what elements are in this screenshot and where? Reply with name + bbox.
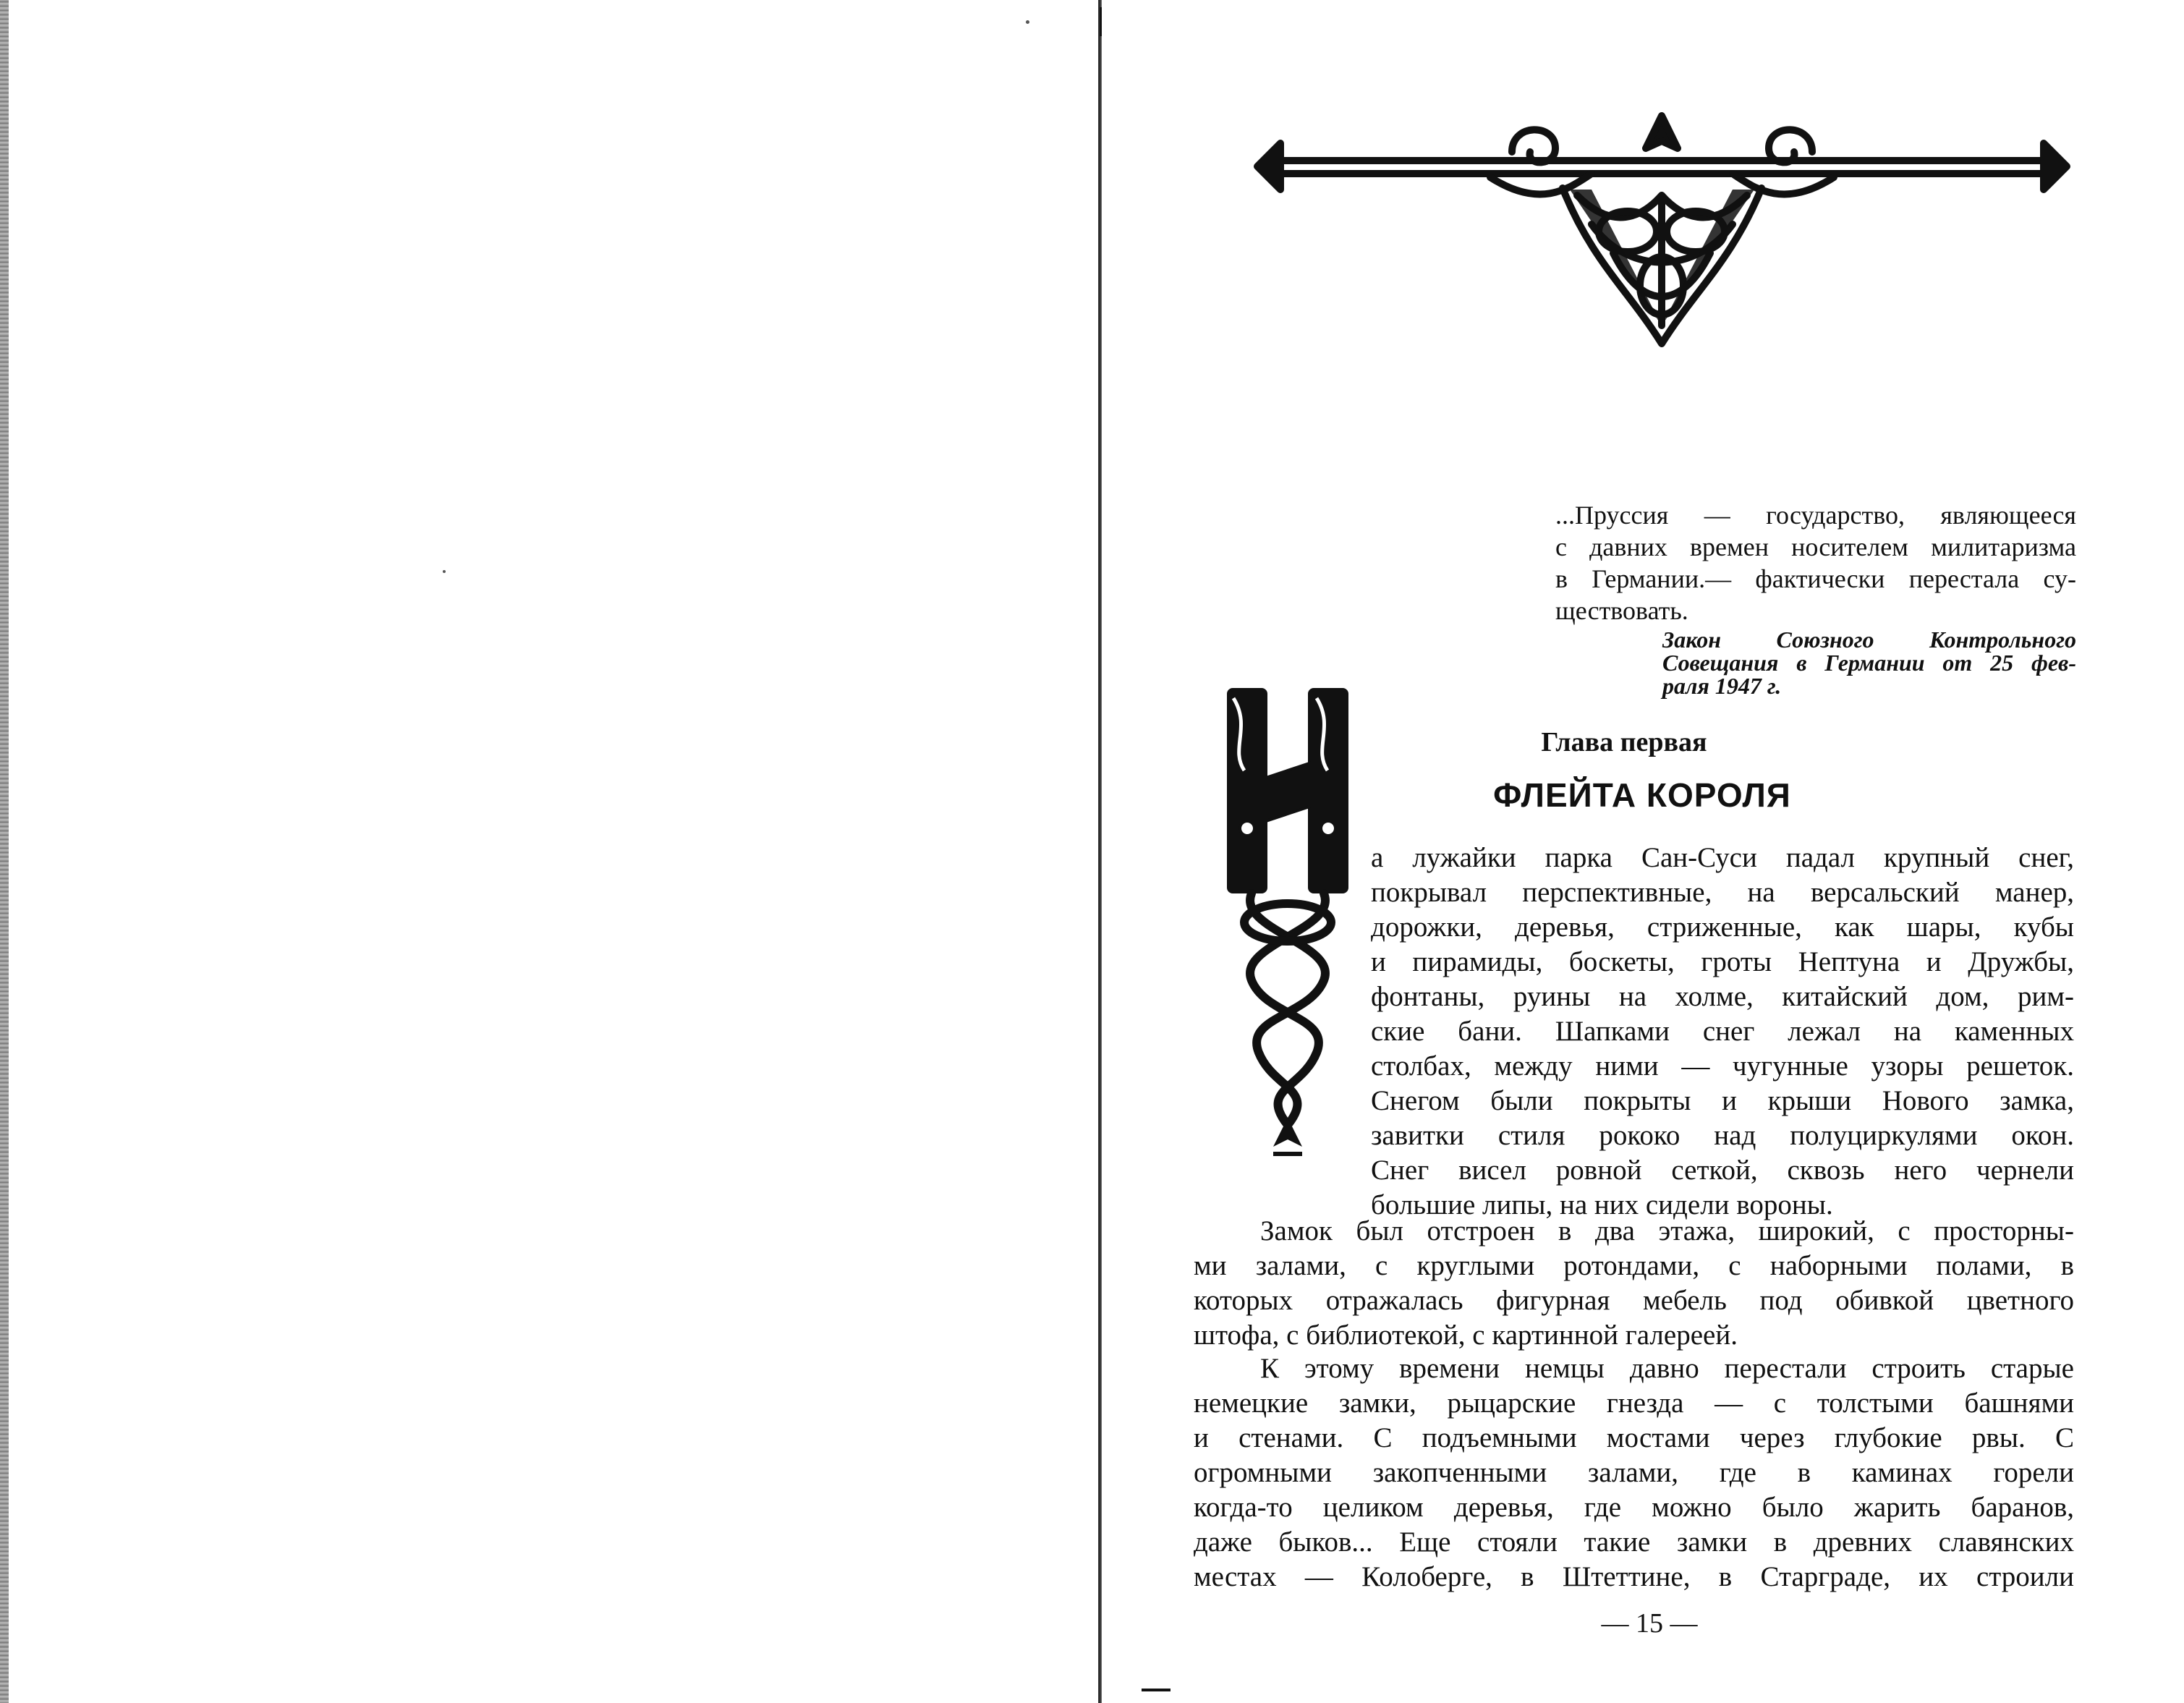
chapter-title: ФЛЕЙТА КОРОЛЯ [1493, 776, 1791, 814]
text-line: которых отражалась фигурная мебель под обивкой цветного [1194, 1285, 2074, 1316]
text-line: ми залами, с круглыми ротондами, с наборными полами, в [1194, 1250, 2074, 1281]
epigraph-line: ществовать. [1555, 596, 1688, 625]
text-line: местах — Колоберге, в Штеттине, в Старграде, их строили [1194, 1561, 2074, 1592]
text-line: даже быков... Еще стояли такие замки в древних славянских [1194, 1526, 2074, 1558]
text-line: штофа, с библиотекой, с картинной галереей. [1194, 1320, 1738, 1351]
text-line: большие липы, на них сидели вороны. [1371, 1189, 1833, 1220]
epigraph-source-line: Закон Союзного Контрольного [1662, 627, 2076, 653]
text-line: столбах, между ними — чугунные узоры решеток. [1371, 1050, 2074, 1082]
paragraph-2 [1194, 1214, 2074, 1353]
text-line: фонтаны, руины на холме, китайский дом, рим- [1371, 981, 2074, 1012]
text-line: ские бани. Шапками снег лежал на каменных [1371, 1016, 2074, 1047]
text-line: огромными закопченными залами, где в каминах горели [1194, 1457, 2074, 1488]
text-line: Снегом были покрыты и крыши Нового замка, [1371, 1085, 2074, 1116]
text-line: К этому времени немцы давно перестали строить старые [1260, 1353, 2074, 1384]
scan-speck [1026, 20, 1029, 24]
paragraph-1 [1371, 841, 2074, 1223]
epigraph-source [1662, 628, 2076, 697]
scan-speck [443, 570, 446, 573]
scan-mark [1142, 1689, 1170, 1691]
gutter-mark [1100, 7, 1102, 36]
text-line: и пирамиды, боскеты, гроты Нептуна и Дружбы, [1371, 946, 2074, 977]
text-line: и стенами. С подъемными мостами через глубокие рвы. С [1194, 1422, 2074, 1453]
epigraph [1555, 499, 2076, 627]
headpiece-ornament-icon [1252, 109, 2073, 347]
text-line: Замок был отстроен в два этажа, широкий, с просторны- [1260, 1215, 2074, 1247]
book-gutter [1098, 0, 1102, 1703]
epigraph-line: ...Пруссия — государство, являющееся [1555, 501, 2076, 530]
chapter-label: Глава первая [1541, 727, 1707, 757]
epigraph-source-line: Совещания в Германии от 25 фев- [1662, 650, 2076, 676]
text-line: немецкие замки, рыцарские гнезда — с толстыми башнями [1194, 1388, 2074, 1419]
paragraph-3 [1194, 1351, 2074, 1594]
page-edge-scan [0, 0, 9, 1703]
page-number: — 15 — [1601, 1608, 1698, 1639]
dropcap-initial-icon [1223, 684, 1353, 1161]
text-line: а лужайки парка Сан-Суси падал крупный снег, [1371, 842, 2074, 873]
text-line: покрывал перспективные, на версальский манер, [1371, 877, 2074, 908]
text-line: когда-то целиком деревья, где можно было жарить баранов, [1194, 1492, 2074, 1523]
epigraph-line: с давних времен носителем милитаризма [1555, 532, 2076, 561]
epigraph-line: в Германии.— фактически перестала су- [1555, 564, 2076, 593]
text-line: завитки стиля рококо над полуциркулями окон. [1371, 1120, 2074, 1151]
text-line: дорожки, деревья, стриженные, как шары, кубы [1371, 912, 2074, 943]
epigraph-source-line: раля 1947 г. [1662, 673, 1782, 699]
text-line: Снег висел ровной сеткой, сквозь него чернели [1371, 1155, 2074, 1186]
